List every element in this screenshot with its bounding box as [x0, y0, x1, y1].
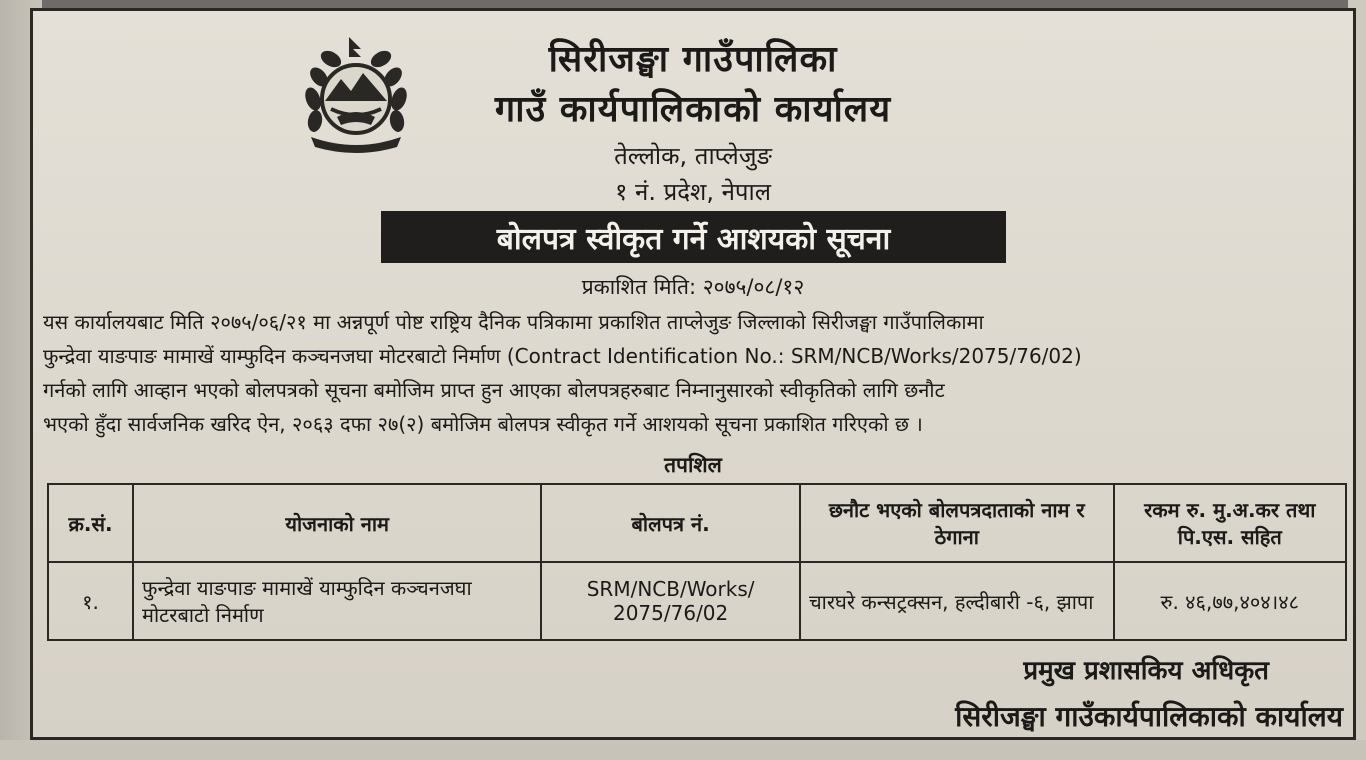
header-bidder: छनौट भएको बोलपत्रदाताको नाम र ठेगाना [800, 484, 1114, 562]
body-line: फुन्द्रेवा याङपाङ मामाखें याम्फुदिन कञ्चनजघा मोटरबाटो निर्माण (Contract Identification No.: SRM/NCB/Works/2075/76/02) [43, 344, 1082, 368]
schedule-title: तपशिल [664, 453, 722, 477]
municipality-name: सिरीजङ्घा गाउँपालिका [548, 39, 838, 80]
cell-amount: रु. ४६,७७,४०४।४८ [1114, 562, 1346, 640]
body-line: गर्नको लागि आव्हान भएको बोलपत्रको सूचना बमोजिम प्राप्त हुन आएका बोलपत्रहरुबाट निम्नानुसारको स्वीकृतिको लागि छनौट [43, 378, 945, 402]
table-header-row [48, 484, 1346, 562]
cell-serial: १. [48, 562, 133, 640]
body-line: यस कार्यालयबाट मिति २०७५/०६/२१ मा अन्नपूर्ण पोष्ट राष्ट्रिय दैनिक पत्रिकामा प्रकाशित ताप्लेजुङ जिल्लाको सिरीजङ्घा गाउँपालिकामा [43, 310, 984, 334]
table-row [48, 562, 1346, 640]
cell-project-name: फुन्द्रेवा याङपाङ मामाखें याम्फुदिन कञ्चनजघा मोटरबाटो निर्माण [133, 562, 541, 640]
address-line-1: तेल्लोक, ताप्लेजुङ [614, 142, 772, 170]
cell-bidder: चारघरे कन्सट्रक्सन, हल्दीबारी -६, झापा [800, 562, 1114, 640]
notice-title: बोलपत्र स्वीकृत गर्ने आशयको सूचना [496, 221, 891, 257]
header-serial: क्र.सं. [48, 484, 133, 562]
schedule-table [47, 483, 1347, 641]
header-project-name: योजनाको नाम [133, 484, 541, 562]
address-line-2: १ नं. प्रदेश, नेपाल [614, 178, 772, 206]
header-amount: रकम रु. मु.अ.कर तथा पि.एस. सहित [1114, 484, 1346, 562]
header-bid-number: बोलपत्र नं. [541, 484, 800, 562]
signatory-office: सिरीजङ्घा गाउँकार्यपालिकाको कार्यालय [955, 700, 1343, 733]
notice-box [30, 8, 1356, 740]
adjacent-newspaper-bottom [0, 740, 1366, 760]
office-name: गाउँ कार्यपालिकाको कार्यालय [494, 89, 892, 130]
published-date: प्रकाशित मिति: २०७५/०८/१२ [581, 275, 805, 299]
notice-body [43, 305, 1343, 441]
cell-bid-number: SRM/NCB/Works/ 2075/76/02 [541, 562, 800, 640]
signatory-title: प्रमुख प्रशासकिय अधिकृत [1023, 656, 1269, 686]
notice-title-banner [381, 211, 1006, 263]
body-line: भएको हुँदा सार्वजनिक खरिद ऐन, २०६३ दफा २७(२) बमोजिम बोलपत्र स्वीकृत गर्ने आशयको सूचना प्रकाशित गरिएको छ । [43, 412, 923, 436]
